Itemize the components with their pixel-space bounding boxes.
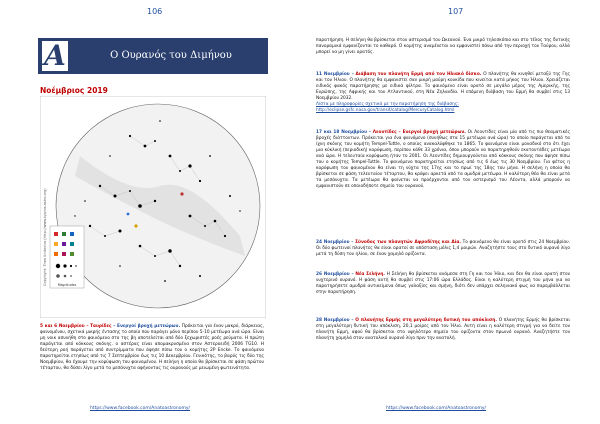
star-map-legend (50, 226, 84, 288)
star-map-credit: Copyright: Theo Knitonios (http://www.kypros-astro.org) (43, 188, 47, 286)
right-facebook-link[interactable]: https://www.facebook.com/Anatoastronomy/ (386, 406, 487, 411)
event-mercury-transit: 11 Νοεμβρίου – Διάβαση του πλανήτη Ερμή από τον Ηλιακό δίσκο. Ο πλανήτης θα κινηθεί μεταξύ της Γης και του Ήλιου. Ο πλανήτης θα εμφανιστεί σαν μικρή μαύρη κουκίδα που κινείται κατά μήκος του Ήλιου. Χρειάζεται ειδικός φακός παρατήρησης με ειδικά φίλτρα. Το φαινόμενο είναι ορατό σε μεγάλο μέρος της Αμερικής, της Ευρώπης, της Αφρικής και του Ατλαντικού, στη Νέα Ζηλανδία. Η επόμενη διάβαση του Ερμή θα συμβεί στις 13 Νοεμβρίου 2032. Λίστα με πληροφορίες σχετικά με την παρατήρηση της διάβασης: http://eclipse.gsfc.nasa.gov/transit/catalog/MercuryCatalog.html (316, 72, 570, 113)
page-title: Ο Ουρανός του Διμήνου (110, 50, 232, 61)
left-page-number: 106 (147, 7, 163, 16)
left-paragraph: 5 και 6 Νοεμβρίου – Ταυρίδες – Ενεργοί βροχή μετεώρων. Πρόκειται για έναν μακρύ, διάρκειας, φαινομένου, σχετικά μικρής έντασης το οποίο που παράγει μόνο περίπου 5-10 μετέωρα ανά ώρα. Είναι μη νοικ ασυνήθη στο φαινόμενο στο της βη αποτελείται από δύο ξεχωριστές ροές ρεύματα. Η πρώτη παράγεται από κόκκους σκόνης. ο αστέρας είναι απομακρυσμένα στον Αστεροειδή 2006 TG10. Η δεύτερη ροή παράγεται από συντρίμματα που άφησε πίσω του ο κομήτης 2P Encke. Το φαινόμενο παρατηρείται ετησίως από τις 7 Σεπτεμβρίου έως τις 10 Δεκεμβρίου. Γενικότης, το βαρύς τις δύο της Νοεμβρίου, θα έχουμε την κορύφωση του φαινομένου. Η σελήνη η οποία θα βρίσκεται σε φάση πρώτου τέταρτου, θα δύσει λίγο μετά τα μεσάνυχτα αφήνοντας τις ουρανούς με μειωμένη φωτεινότητα. (40, 324, 265, 371)
month-label: Νοέμβριος 2019 (40, 86, 108, 95)
star-map (40, 96, 266, 318)
header-banner (38, 38, 268, 74)
event-leonids: 17 και 18 Νοεμβρίου – Λεοντίδες – Ενεργοί βροχή μετεώρων. Οι Λεοντίδες είναι μία από τις πιο θεαματικές βροχές διάττοντων. Πρόκειται για ένα φαινόμενο (συνήθως στα 15 μετέωρα ανά ώρα) το οποίο παράγεται από τα ίχνη σκόνης του κομήτη Tempel-Tuttle, ο οποίος ανακαλύφθηκε το 1865. Το φαινόμενο είναι μοναδικό στο ότι έχει μια κύκλική (περιοδική) κορύφωση, περίπου κάθε 33 χρόνια, όπου μπορούν να παρατηρηθούν εκατοντάδες μετέωρα ανά ώρα. Η τελευταία κορύφωση ήταν το 2001. Οι Λεοντίδες δημιουργούνται από κόκκους σκόνης που άφησε πίσω του ο κομήτης Tempel-Tuttle. Το φαινόμενο παρατηρείται ετησίως από τις 6 έως τις 30 Νοεμβρίου. Για φέτος η κορύφωση του φαινομένου θα είναι τη νύχτα της 17ης και το πρωί της 18ης του μήνα. Η σελήνη η οποία θα βρίσκεται σε φάση τελευταίου τέταρτου, θα κρύψει αρκετά από τα αμυδρά μετέωρα. Η καλύτερη θέα θα είναι μετά τα μεσάνυχτα. Τα μετέωρα θα φαίνεται να προέρχονται από τον αστερισμό του Λέοντα, αλλά μπορούν να εμφανιστούν σε οποιοδήποτε σημείο του ουρανού. (316, 130, 570, 189)
right-page-number: 107 (448, 7, 464, 16)
right-intro: παρατήρηση. Η σελήνη θα βρίσκεται στον αστερισμό του Ωκεανού. Ένα μικρό τηλεσκόπιο και στο τέλος της δυτικής πανοραμικά εμφανίζονται το καθαρό. Ο κομήτης αναμένεται να εμφανιστεί πάνω από την περιοχή του Ταύρου, αλλά μπορεί να μη γίνει ορατός. (316, 38, 570, 55)
event-venus-jupiter: 24 Νοεμβρίου – Σύνοδος των πλανητών Αφροδίτης και Δία. Το φαινόμενο θα είναι ορατό στις 24 Νοεμβρίου. Οι δύο φωτεινοί πλανήτες θα είναι ορατοί σε απόσταση μόλις 1,4 μοιρών. Αναζητήστε τους στο δυτικό ουρανό λίγο μετά τη δύση του ηλίου, σε έναν χαμηλό ορίζοντα. (316, 240, 571, 257)
event-new-moon: 26 Νοεμβρίου – Νέα Σελήνη. Η Σελήνη θα βρίσκεται ανάμεσα στη Γη και τον Ήλιο, και δεν θα είναι ορατή στον νυχτερινό ουρανό. Η φάση αυτή θα συμβεί στις 17:06 ώρα Ελλάδος. Είναι η καλύτερη στιγμή του μήνα για να παρατηρήσετε αμυδρά αντικείμενα όπως γαλαξίες και σμήνη, διότι δεν υπάρχει σεληνιακό φως να παρεμβάλλεται στην παρατήρηση. (316, 272, 570, 295)
right-page (300, 0, 600, 424)
logo-icon: A (42, 41, 68, 71)
event-mercury-elongation: 28 Νοεμβρίου – Ο πλανήτης Ερμής στη μεγαλύτερη δυτική του απόκλιση. Ο πλανήτης Ερμής θα βρίσκεται στη μεγαλύτερη δυτική του απόκλιση, 20,1 μοίρες από τον Ήλιο. Αυτή είναι η καλύτερη στιγμή για να δείτε τον πλανήτη Ερμή, αφού θα βρίσκεται στο υψηλότερο σημείο του ορίζοντα στον πρωινό ουρανό. Αναζητήστε τον πλανήτη χαμηλά στον ανατολικό ουρανό λίγο πριν την ανατολή. (316, 318, 570, 341)
left-facebook-link[interactable]: https://www.facebook.com/Anatoastronomy/ (90, 406, 191, 411)
legend-title: Magnitudes (57, 283, 77, 287)
